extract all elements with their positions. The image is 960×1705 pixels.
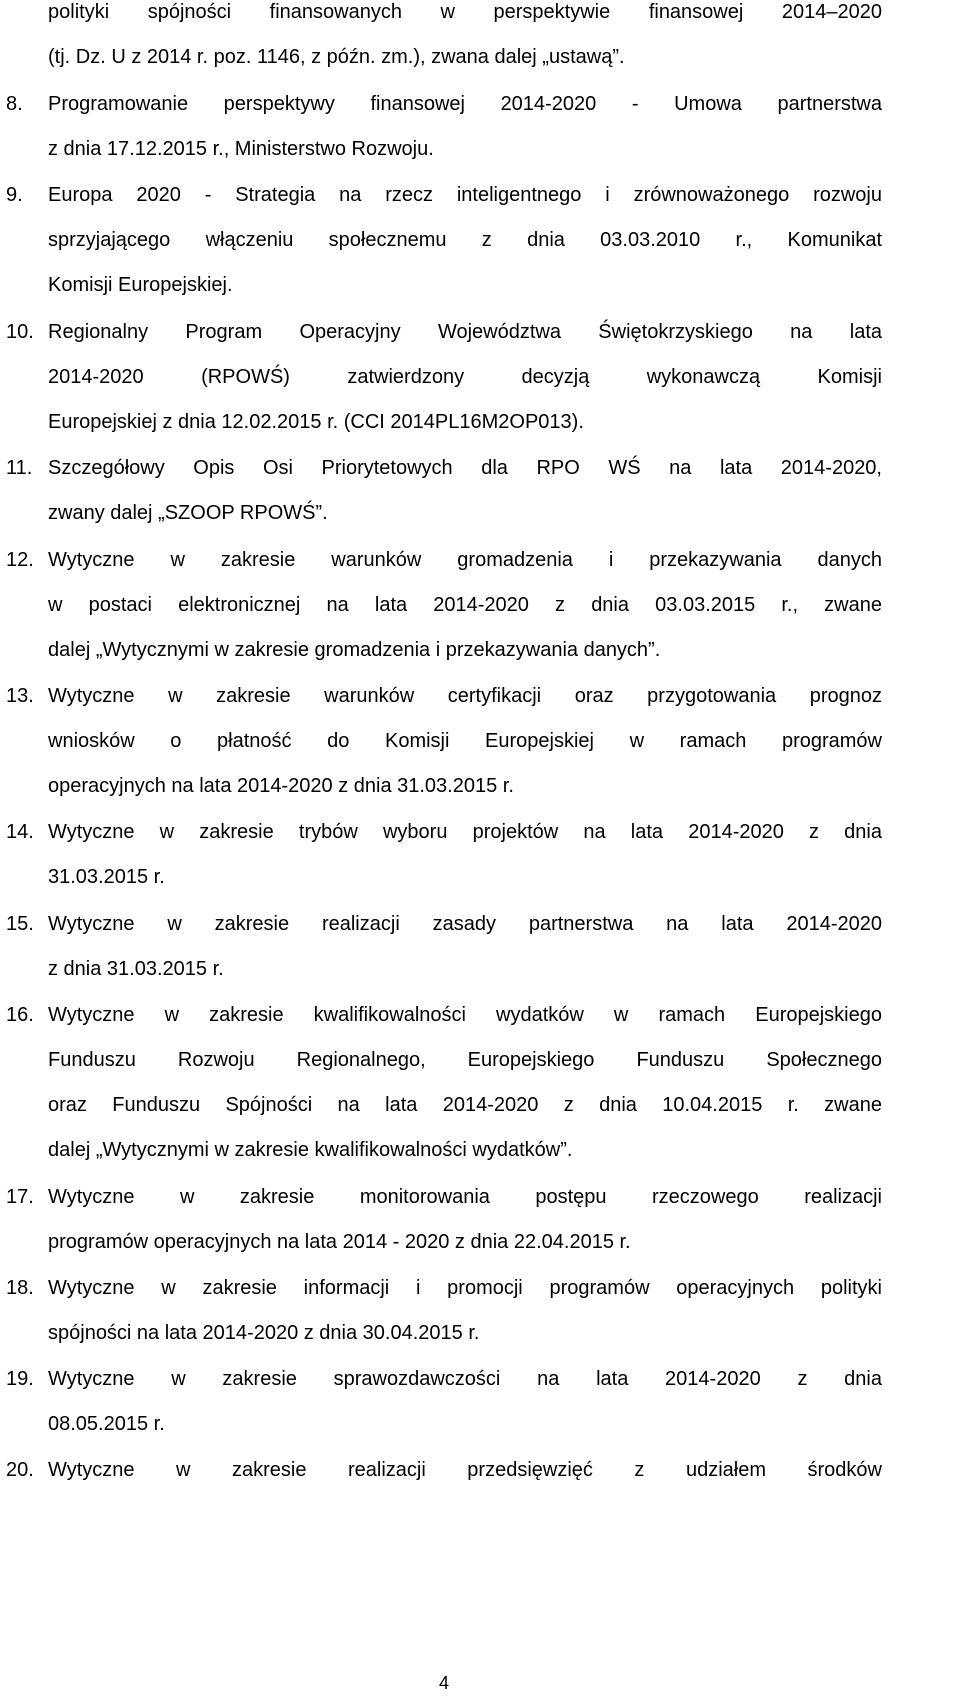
- list-item-number: 19.: [6, 1368, 34, 1390]
- list-item-text: [48, 810, 882, 900]
- page-number: 4: [438, 1673, 449, 1693]
- text-line: Wytyczne w zakresie sprawozdawczości na lata 2014-2020 z dnia: [48, 1368, 882, 1390]
- list-item-number: 10.: [6, 321, 34, 343]
- text-line: Europejskiej z dnia 12.02.2015 r. (CCI 2014PL16M2OP013).: [48, 411, 584, 433]
- list-item-text: [48, 1175, 882, 1265]
- text-line: Szczegółowy Opis Osi Priorytetowych dla RPO WŚ na lata 2014-2020,: [48, 457, 882, 479]
- text-line: Wytyczne w zakresie realizacji zasady partnerstwa na lata 2014-2020: [48, 913, 882, 935]
- text-line: w postaci elektronicznej na lata 2014-2020 z dnia 03.03.2015 r., zwane: [48, 594, 882, 616]
- text-line: zwany dalej „SZOOP RPOWŚ”.: [48, 502, 328, 524]
- list-item-number: 11.: [6, 457, 33, 479]
- list-item-number: 9.: [6, 184, 23, 206]
- list-item-text: [48, 310, 882, 445]
- text-line: operacyjnych na lata 2014-2020 z dnia 31.03.2015 r.: [48, 775, 514, 797]
- text-line: dalej „Wytycznymi w zakresie gromadzenia i przekazywania danych”.: [48, 639, 661, 661]
- list-item-number: 18.: [6, 1277, 34, 1299]
- list-item-number: 8.: [6, 93, 23, 115]
- list-item-number: 12.: [6, 549, 34, 571]
- list-item-number: 16.: [6, 1004, 34, 1026]
- text-line: Regionalny Program Operacyjny Województwa Świętokrzyskiego na lata: [48, 321, 882, 343]
- list-item-text: [48, 173, 882, 308]
- text-line: spójności na lata 2014-2020 z dnia 30.04.2015 r.: [48, 1322, 480, 1344]
- list-item-text: [48, 1448, 882, 1493]
- text-line: 2014-2020 (RPOWŚ) zatwierdzony decyzją wykonawczą Komisji: [48, 366, 882, 388]
- text-line: Wytyczne w zakresie informacji i promocji programów operacyjnych polityki: [48, 1277, 882, 1299]
- list-item-number: 15.: [6, 913, 34, 935]
- list-item-text: [48, 1357, 882, 1447]
- list-item-number: 13.: [6, 685, 34, 707]
- text-line: (tj. Dz. U z 2014 r. poz. 1146, z późn. zm.), zwana dalej „ustawą”.: [48, 46, 625, 68]
- list-item-text: [48, 82, 882, 172]
- text-line: Programowanie perspektywy finansowej 2014-2020 - Umowa partnerstwa: [48, 93, 882, 115]
- text-line: sprzyjającego włączeniu społecznemu z dnia 03.03.2010 r., Komunikat: [48, 229, 882, 251]
- text-line: wniosków o płatność do Komisji Europejskiej w ramach programów: [48, 730, 882, 752]
- text-line: 31.03.2015 r.: [48, 866, 165, 888]
- text-line: Wytyczne w zakresie kwalifikowalności wydatków w ramach Europejskiego: [48, 1004, 882, 1026]
- list-item-text: [48, 0, 882, 80]
- list-item-number: 17.: [6, 1186, 34, 1208]
- text-line: Komisji Europejskiej.: [48, 274, 233, 296]
- text-line: z dnia 31.03.2015 r.: [48, 958, 224, 980]
- list-item-text: [48, 1266, 882, 1356]
- text-line: Wytyczne w zakresie monitorowania postępu rzeczowego realizacji: [48, 1186, 882, 1208]
- text-line: programów operacyjnych na lata 2014 - 2020 z dnia 22.04.2015 r.: [48, 1231, 631, 1253]
- text-line: Wytyczne w zakresie trybów wyboru projektów na lata 2014-2020 z dnia: [48, 821, 882, 843]
- list-item-text: [48, 993, 882, 1173]
- text-line: Wytyczne w zakresie realizacji przedsięwzięć z udziałem środków: [48, 1459, 882, 1481]
- text-line: polityki spójności finansowanych w perspektywie finansowej 2014–2020: [48, 1, 882, 23]
- list-item-text: [48, 538, 882, 673]
- text-line: 08.05.2015 r.: [48, 1413, 165, 1435]
- text-line: dalej „Wytycznymi w zakresie kwalifikowalności wydatków”.: [48, 1139, 573, 1161]
- text-line: Funduszu Rozwoju Regionalnego, Europejskiego Funduszu Społecznego: [48, 1049, 882, 1071]
- list-item-text: [48, 446, 882, 536]
- list-item-number: 14.: [6, 821, 34, 843]
- text-line: Europa 2020 - Strategia na rzecz inteligentnego i zrównoważonego rozwoju: [48, 184, 882, 206]
- text-line: z dnia 17.12.2015 r., Ministerstwo Rozwoju.: [48, 138, 434, 160]
- list-item-number: 20.: [6, 1459, 34, 1481]
- text-line: oraz Funduszu Spójności na lata 2014-2020 z dnia 10.04.2015 r. zwane: [48, 1094, 882, 1116]
- list-item-text: [48, 674, 882, 809]
- list-item-text: [48, 902, 882, 992]
- text-line: Wytyczne w zakresie warunków gromadzenia i przekazywania danych: [48, 549, 882, 571]
- text-line: Wytyczne w zakresie warunków certyfikacji oraz przygotowania prognoz: [48, 685, 882, 707]
